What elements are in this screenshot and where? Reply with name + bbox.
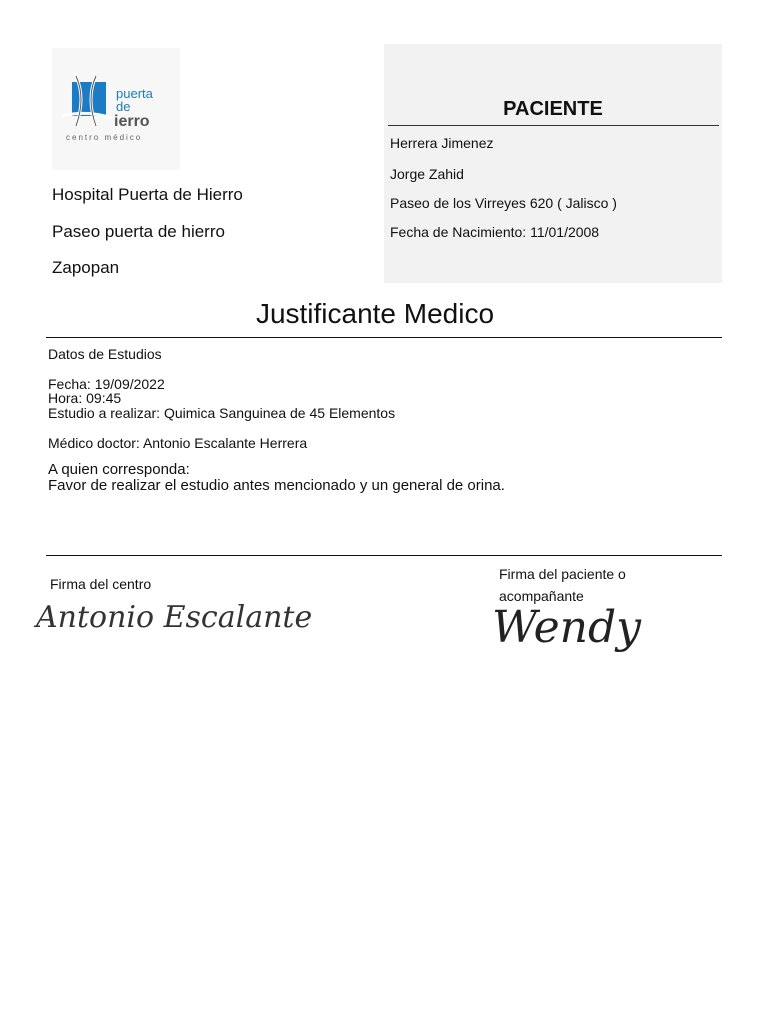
patient-address: Paseo de los Virreyes 620 ( Jalisco ) <box>390 195 617 211</box>
divider <box>388 125 719 126</box>
hospital-logo <box>52 48 180 170</box>
svg-text:de: de <box>116 99 131 114</box>
svg-text:puerta: puerta <box>116 86 153 101</box>
note-greeting: A quien corresponda: <box>48 461 190 478</box>
patient-birthdate: Fecha de Nacimiento: 11/01/2008 <box>390 224 600 240</box>
study-time: Hora: 09:45 <box>48 390 122 406</box>
patient-signature-label: Firma del paciente o <box>499 566 626 582</box>
hospital-address: Paseo puerta de hierro <box>52 222 225 241</box>
note-body: Favor de realizar el estudio antes mencionado y un general de orina. <box>48 477 505 494</box>
study-section: Datos de Estudios <box>48 346 162 362</box>
patient-name: Jorge Zahid <box>390 166 464 182</box>
svg-text:centro médico: centro médico <box>66 133 143 142</box>
center-signature: Antonio Escalante <box>36 600 313 635</box>
study-date: Fecha: 19/09/2022 <box>48 376 165 392</box>
study-doctor: Médico doctor: Antonio Escalante Herrera <box>48 435 308 451</box>
divider <box>46 337 722 338</box>
patient-signature-label: acompañante <box>499 588 584 604</box>
divider <box>46 555 722 556</box>
patient-heading: PACIENTE <box>503 98 603 120</box>
logo-icon <box>52 48 180 170</box>
center-signature-label: Firma del centro <box>50 576 152 592</box>
study-name: Estudio a realizar: Quimica Sanguinea de 45 Elementos <box>48 405 396 421</box>
svg-text:ierro: ierro <box>114 113 150 130</box>
patient-panel <box>384 44 722 283</box>
patient-surname: Herrera Jimenez <box>390 135 494 151</box>
patient-signature: Wendy <box>492 602 642 653</box>
document-title: Justificante Medico <box>255 298 495 329</box>
hospital-city: Zapopan <box>52 258 120 277</box>
hospital-name: Hospital Puerta de Hierro <box>52 185 243 204</box>
